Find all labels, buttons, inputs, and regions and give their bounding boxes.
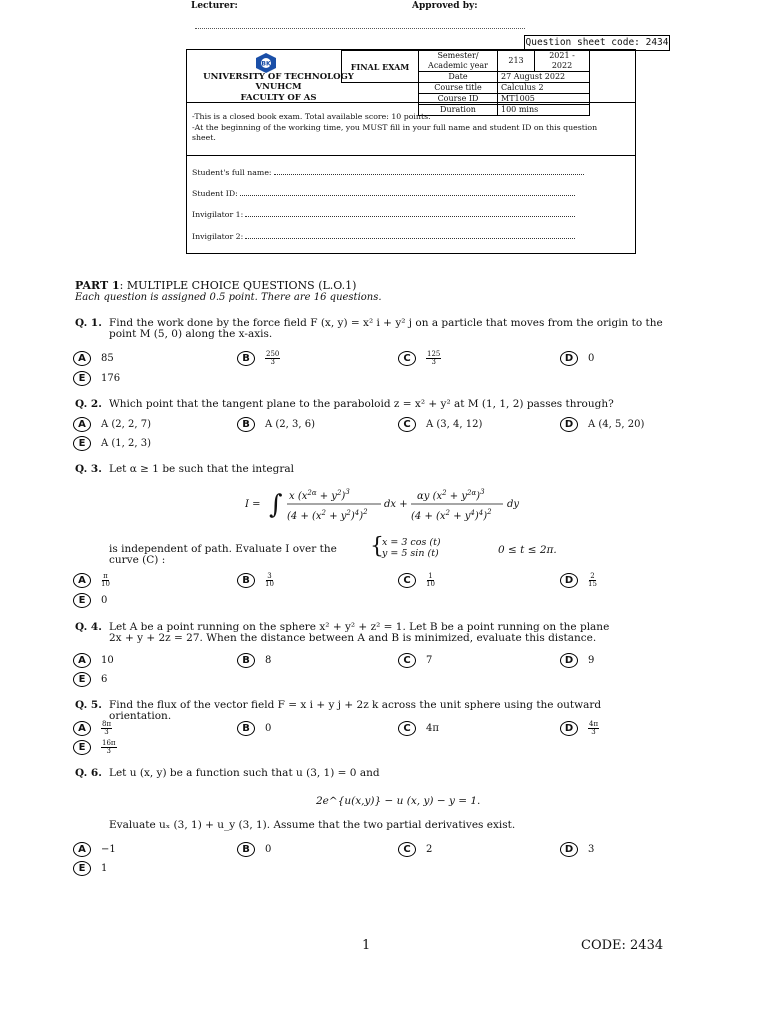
q6-option-c[interactable]: C 2	[398, 842, 432, 857]
svg-text:BK: BK	[261, 60, 271, 68]
approved-label: Approved by:	[412, 1, 478, 11]
lecturer-label: Lecturer:	[191, 1, 238, 11]
q5-option-e[interactable]: E $\frac{16\pi}{3}$	[73, 740, 117, 755]
q4-option-d[interactable]: D 9	[560, 653, 594, 668]
note-1: -This is a closed book exam. Total available score: 10 points.	[192, 112, 431, 121]
year-value: 2021 - 2022	[535, 51, 590, 72]
page-number: 1	[362, 938, 371, 953]
q1-option-c[interactable]: C $\frac{125}{3}$	[398, 351, 441, 366]
student-name-label: Student's full name:	[192, 168, 272, 177]
q6-text: Let u (x, y) be a function such that u (3, 1) = 0 and	[109, 767, 380, 779]
course-title-value: Calculus 2	[498, 83, 590, 94]
duration-label: Duration	[419, 105, 498, 116]
invigilator1-field[interactable]	[192, 209, 575, 219]
part-title: PART 1: MULTIPLE CHOICE QUESTIONS (L.O.1)	[75, 279, 357, 292]
q4-number: Q. 4.	[75, 621, 102, 633]
q5-text: Find the flux of the vector field F = x i + y j + 2z k across the unit sphere using the outward orientation.	[109, 699, 602, 722]
q4-text: Let A be a point running on the sphere x² + y² + z² = 1. Let B be a point running on the plane 2x + y + 2z = 27. When the distance between A and B is minimized, evaluate this distance.	[109, 621, 610, 644]
q3-text-2: is independent of path. Evaluate I over the curve (C) :	[109, 543, 337, 566]
q6-option-e[interactable]: E 1	[73, 861, 107, 876]
q1-number: Q. 1.	[75, 317, 102, 329]
q3-condition: 0 ≤ t ≤ 2π.	[498, 544, 557, 556]
q5-option-b[interactable]: B 0	[237, 721, 271, 736]
q1-option-a[interactable]: A 85	[73, 351, 114, 366]
question-code-box: Question sheet code: 2434	[524, 35, 670, 51]
semester-label: Semester/ Academic year	[419, 51, 498, 72]
q6-option-d[interactable]: D 3	[560, 842, 594, 857]
part-subtitle: Each question is assigned 0.5 point. There are 16 questions.	[75, 292, 382, 303]
svg-text:x (x2α + y2)3: x $(x^{2\alpha} + y^2)^3$	[289, 488, 350, 502]
q6-number: Q. 6.	[75, 767, 102, 779]
note-2: -At the beginning of the working time, you MUST fill in your full name and student ID on this question	[192, 122, 598, 132]
student-id-field[interactable]	[192, 188, 575, 198]
q3-option-c[interactable]: C $\frac{1}{10}$	[398, 573, 435, 588]
semester-value: 213	[498, 51, 535, 72]
q2-option-e[interactable]: E A (1, 2, 3)	[73, 436, 151, 451]
svg-text:(4 + (x2 + y2)4)2: $(4 + (x^2 + y^2)^4)^2$	[287, 508, 368, 522]
q2-number: Q. 2.	[75, 398, 102, 410]
invigilator2-label: Invigilator 2:	[192, 232, 244, 241]
q3-number: Q. 3.	[75, 463, 102, 475]
footer-code: CODE: 2434	[581, 938, 664, 953]
q4-option-e[interactable]: E 6	[73, 672, 107, 687]
university-vnu: VNUHCM	[255, 82, 302, 92]
svg-text:I =: I =	[245, 499, 261, 510]
q3-option-e[interactable]: E 0	[73, 593, 107, 608]
duration-value: 100 mins	[498, 105, 590, 116]
q3-curve: x = 3 cos (t) y = 5 sin (t)	[382, 537, 441, 559]
svg-text:dx +: dx +	[384, 499, 408, 510]
q2-option-a[interactable]: A A (2, 2, 7)	[73, 417, 151, 432]
q6-formula: 2e^{u(x,y)} − u (x, y) − y = 1.	[316, 795, 481, 807]
q6-text-2: Evaluate uₓ (3, 1) + u_y (3, 1). Assume that the two partial derivatives exist.	[109, 819, 516, 831]
q2-option-b[interactable]: B A (2, 3, 6)	[237, 417, 315, 432]
exam-type: FINAL EXAM	[342, 51, 419, 83]
university-logo-icon	[254, 52, 278, 74]
q5-option-a[interactable]: A $\frac{8\pi}{3}$	[73, 721, 112, 736]
svg-text:dy: dy	[507, 499, 520, 510]
q6-option-a[interactable]: A −1	[73, 842, 116, 857]
faculty-name: FACULTY OF AS	[240, 93, 317, 103]
course-id-label: Course ID	[419, 94, 498, 105]
university-name: UNIVERSITY OF TECHNOLOGY	[203, 72, 354, 82]
course-title-label: Course title	[419, 83, 498, 94]
q1-option-e[interactable]: E 176	[73, 371, 120, 386]
student-id-label: Student ID:	[192, 189, 238, 198]
q5-number: Q. 5.	[75, 699, 102, 711]
date-value: 27 August 2022	[498, 72, 590, 83]
q1-option-d[interactable]: D 0	[560, 351, 594, 366]
q1-text: Find the work done by the force field F (x, y) = x² i + y² j on a particle that moves from the origin to the point M (5, 0) along the x-axis.	[109, 317, 663, 340]
q4-option-c[interactable]: C 7	[398, 653, 432, 668]
q3-option-b[interactable]: B $\frac{3}{10}$	[237, 573, 274, 588]
q5-option-d[interactable]: D $\frac{4\pi}{3}$	[560, 721, 599, 736]
course-id-value: MT1005	[498, 94, 590, 105]
q6-option-b[interactable]: B 0	[237, 842, 271, 857]
svg-text:(4 + (x2 + y4)4)2: $(4 + (x^2 + y^4)^4)^2$	[411, 508, 492, 522]
exam-header-box	[186, 49, 636, 254]
q5-option-c[interactable]: C 4π	[398, 721, 439, 736]
exam-notes	[187, 102, 635, 156]
svg-text:∫: ∫	[269, 490, 283, 520]
q2-option-d[interactable]: D A (4, 5, 20)	[560, 417, 644, 432]
invigilator1-label: Invigilator 1:	[192, 210, 244, 219]
exam-info-section	[187, 50, 635, 114]
q3-brace: {	[370, 534, 384, 559]
invigilator2-field[interactable]	[192, 231, 575, 241]
date-label: Date	[419, 72, 498, 83]
q2-option-c[interactable]: C A (3, 4, 12)	[398, 417, 482, 432]
q3-text: Let α ≥ 1 be such that the integral	[109, 463, 294, 475]
dotted-line	[195, 28, 525, 29]
q4-option-a[interactable]: A 10	[73, 653, 114, 668]
q1-option-b[interactable]: B $\frac{250}{3}$	[237, 351, 280, 366]
q3-option-d[interactable]: D $\frac{2}{15}$	[560, 573, 597, 588]
q3-integral-formula	[245, 482, 545, 526]
q2-text: Which point that the tangent plane to the paraboloid z = x² + y² at M (1, 1, 2) passes through?	[109, 398, 614, 410]
note-3: sheet.	[192, 133, 216, 142]
q3-option-a[interactable]: A $\frac{\pi}{10}$	[73, 573, 110, 588]
student-name-field[interactable]	[192, 167, 584, 177]
svg-text:αy (x2 + y2α)3: αy $(x^2 + y^{2\alpha})^3$	[417, 488, 485, 502]
q4-option-b[interactable]: B 8	[237, 653, 271, 668]
